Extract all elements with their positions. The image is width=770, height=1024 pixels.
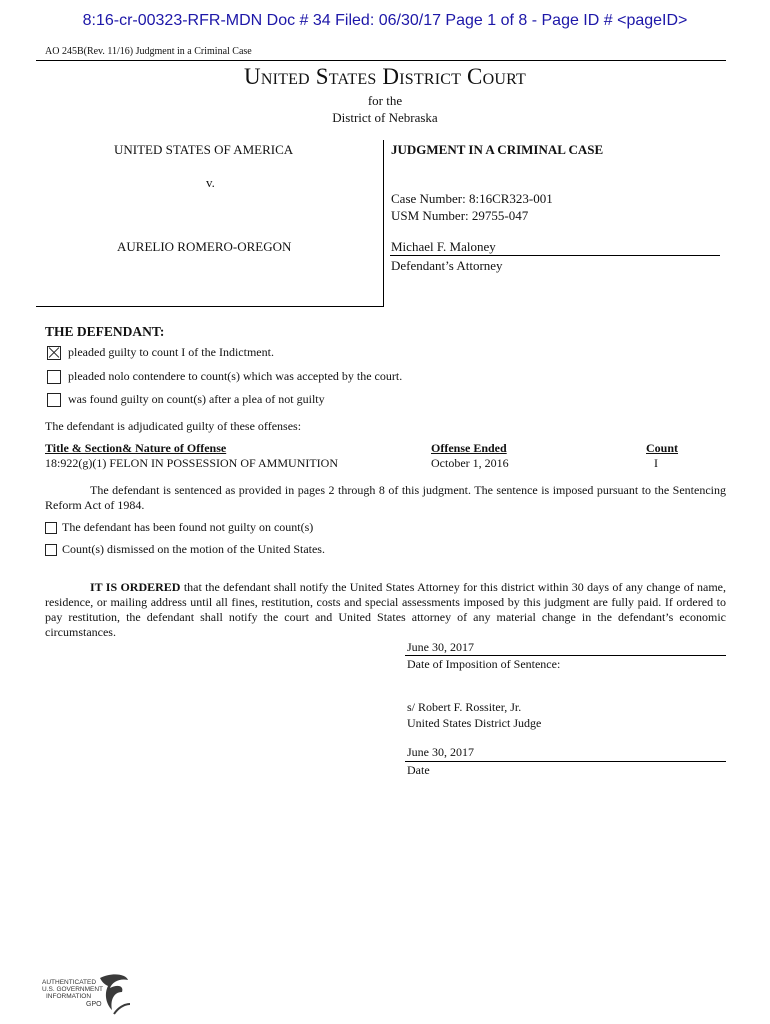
offense-ended-value: October 1, 2016 [431,456,509,470]
not-guilty-text: The defendant has been found not guilty on count(s) [62,520,314,534]
logo-line-2: U.S. GOVERNMENT [42,986,104,993]
plea-guilty-text: pleaded guilty to count I of the Indictment. [68,345,274,359]
district-name: District of Nebraska [332,110,438,125]
checkbox-icon [45,522,57,534]
imposition-date: June 30, 2017 [407,640,474,654]
signature-date: June 30, 2017 [407,745,474,759]
logo-line-3: INFORMATION [46,993,92,1000]
filing-stamp-header: 8:16-cr-00323-RFR-MDN Doc # 34 Filed: 06/30/17 Page 1 of 8 - Page ID # <pageID> [82,12,688,29]
attorney-label: Defendant’s Attorney [391,258,503,273]
judge-title: United States District Judge [407,716,542,730]
ordered-paragraph [45,580,726,640]
checked-box-icon [47,346,61,360]
checkbox-icon [47,393,61,407]
adjudicated-text: The defendant is adjudicated guilty of these offenses: [45,419,302,433]
imposition-line [405,655,726,656]
offense-ended-header: Offense Ended [431,441,507,455]
plea-nolo-text: pleaded nolo contendere to count(s) which was accepted by the court. [68,369,403,383]
not-guilty-option [45,520,313,535]
logo-line-4: GPO [86,1001,102,1008]
usm-number: USM Number: 29755-047 [391,208,529,223]
case-number: Case Number: 8:16CR323-001 [391,191,553,206]
court-title: United States District Court [244,64,526,89]
caption-versus: v. [206,175,215,190]
gpo-authenticated-logo [40,970,135,1018]
ordered-text: that the defendant shall notify the United States Attorney for this district within 30 days of any change of name, residence, or mailing address until all fines, restitution, costs and special assessments imposed by this judgment are fully paid. If ordered to pay restitution, the defendant shall notify the court and United States attorney of any material change in the defendant’s economic circumstances. [45,580,727,639]
offense-count-value: I [654,456,658,470]
judgment-title: JUDGMENT IN A CRIMINAL CASE [391,142,604,157]
form-id: AO 245B(Rev. 11/16) Judgment in a Criminal Case [45,46,252,57]
plea-guilty-option [47,345,274,360]
logo-line-1: AUTHENTICATED [42,979,97,986]
found-guilty-option [47,392,325,407]
date-label: Date [407,763,430,777]
offense-title-header: Title & Section& Nature of Offense [45,441,227,455]
sentence-paragraph: The defendant is sentenced as provided in pages 2 through 8 of this judgment. The sentence is imposed pursuant to the Sentencing Reform Act of 1984. [45,483,726,512]
dismissed-option [45,542,325,557]
offense-title-value: 18:922(g)(1) FELON IN POSSESSION OF AMMUNITION [45,456,339,470]
caption-plaintiff: UNITED STATES OF AMERICA [114,142,294,157]
checkbox-icon [47,370,61,384]
attorney-line [390,255,720,256]
caption-divider-horizontal [36,306,384,307]
judge-signature: s/ Robert F. Rossiter, Jr. [407,700,522,714]
found-guilty-text: was found guilty on count(s) after a plea of not guilty [68,392,325,406]
offense-count-header: Count [646,441,679,455]
imposition-label: Date of Imposition of Sentence: [407,657,561,671]
date-line [405,761,726,762]
for-the-text: for the [367,93,403,108]
plea-nolo-option [47,369,402,384]
defendant-heading: THE DEFENDANT: [45,324,165,339]
defense-attorney: Michael F. Maloney [391,239,496,254]
ordered-lead: IT IS ORDERED [90,580,181,594]
dismissed-text: Count(s) dismissed on the motion of the United States. [62,542,325,556]
caption-defendant: AURELIO ROMERO-OREGON [117,239,292,254]
checkbox-icon [45,544,57,556]
caption-divider-vertical [383,140,384,306]
header-rule [36,60,726,61]
